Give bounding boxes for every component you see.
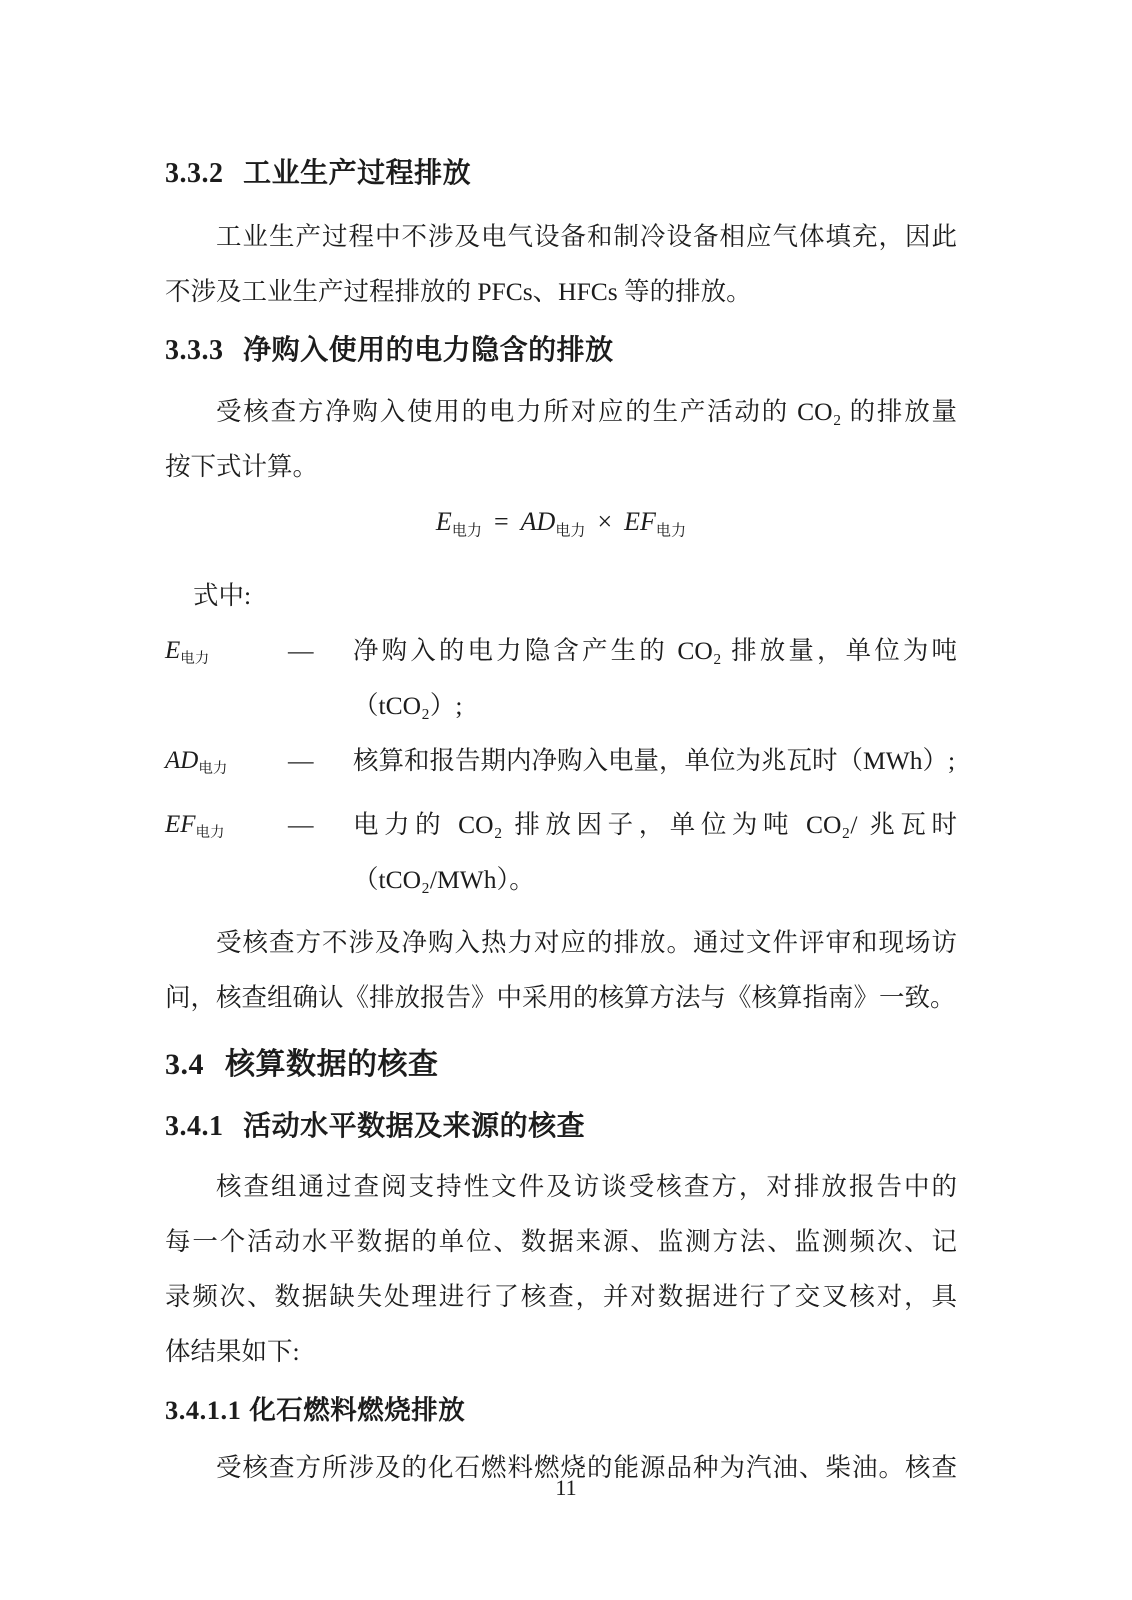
var-subscript: 电力 (180, 651, 210, 668)
definition-description (353, 797, 957, 907)
var-base: E (435, 507, 452, 536)
symbol-e-electricity (165, 623, 288, 687)
text-line: 电力的 CO₂ 排放因子，单位为吨 CO₂/ 兆瓦时 (353, 810, 957, 840)
heading-3-4-1-1 (165, 1383, 957, 1438)
var-subscript: 电力 (198, 761, 228, 778)
where-label: 式中: (193, 581, 252, 611)
definition-list (165, 623, 957, 907)
multiply-sign: × (597, 507, 613, 536)
text-line: 每一个活动水平数据的单位、数据来源、监测方法、监测频次、记 (165, 1227, 957, 1257)
heading-3-4 (165, 1035, 957, 1095)
paragraph-activity-data-verification (165, 1159, 957, 1379)
heading-3-3-3 (165, 323, 957, 378)
var-base: AD (165, 747, 199, 775)
heading-number: 3.4.1.1 (165, 1395, 242, 1426)
heading-number: 3.3.3 (165, 335, 224, 366)
text-line: 问，核查组确认《排放报告》中采用的核算方法与《核算指南》一致。 (165, 983, 956, 1013)
text-line: 工业生产过程中不涉及电气设备和制冷设备相应气体填充，因此 (216, 222, 957, 251)
symbol-ef-electricity (165, 797, 288, 861)
heading-title: 工业生产过程排放 (243, 158, 472, 189)
heading-3-4-1 (165, 1099, 957, 1154)
page-number: 11 (555, 1475, 577, 1500)
formula-var-ef-electricity (624, 507, 687, 540)
text-line: 体结果如下: (165, 1337, 300, 1367)
page-content (165, 142, 957, 1495)
heading-title: 净购入使用的电力隐含的排放 (243, 335, 614, 366)
text-line: 受核查方不涉及净购入热力对应的排放。通过文件评审和现场访 (216, 928, 957, 958)
formula-var-e-electricity (435, 507, 482, 540)
heading-title: 活动水平数据及来源的核查 (243, 1111, 586, 1143)
text-line: 核算和报告期内净购入电量，单位为兆瓦时（MWh）; (353, 746, 956, 776)
var-base: E (165, 637, 181, 665)
heading-number: 3.4 (165, 1048, 204, 1082)
var-base: EF (165, 811, 196, 839)
paragraph-electricity-intro (165, 384, 957, 494)
text-line: 按下式计算。 (165, 452, 319, 481)
definition-row-e-electricity (165, 623, 957, 733)
text-line: 不涉及工业生产过程排放的 PFCs、HFCs 等的排放。 (165, 277, 752, 306)
var-subscript: 电力 (655, 523, 687, 540)
text-line: （tCO₂）; (353, 691, 463, 721)
em-dash: — (288, 810, 314, 840)
var-subscript: 电力 (451, 523, 482, 540)
formula-var-ad-electricity (520, 507, 586, 540)
text-line: （tCO₂/MWh）。 (353, 865, 535, 895)
heading-3-3-2 (165, 146, 957, 201)
paragraph-industrial-process (165, 209, 957, 319)
heading-title: 化石燃料燃烧排放 (249, 1395, 466, 1426)
heading-number: 3.4.1 (165, 1111, 224, 1143)
var-subscript: 电力 (555, 523, 586, 540)
definition-description (353, 733, 957, 788)
var-base: AD (520, 507, 556, 536)
heading-number: 3.3.2 (165, 158, 224, 189)
text-line: 核查组通过查阅支持性文件及访谈受核查方，对排放报告中的 (216, 1172, 957, 1202)
definition-row-ad-electricity (165, 733, 957, 797)
em-dash: — (288, 636, 314, 666)
definition-description (353, 623, 957, 733)
text-line: 受核查方净购入使用的电力所对应的生产活动的 CO₂ 的排放量 (216, 397, 957, 426)
text-line: 净购入的电力隐含产生的 CO₂ 排放量，单位为吨 (353, 636, 957, 666)
formula-electricity-emission (165, 494, 957, 559)
heading-title: 核算数据的核查 (225, 1048, 439, 1082)
em-dash: — (288, 746, 314, 776)
equals-sign: = (493, 507, 509, 536)
definition-row-ef-electricity (165, 797, 957, 907)
symbol-ad-electricity (165, 733, 288, 797)
var-base: EF (624, 507, 656, 536)
text-line: 受核查方所涉及的化石燃料燃烧的能源品种为汽油、柴油。核查 (216, 1453, 957, 1483)
text-line: 录频次、数据缺失处理进行了核查，并对数据进行了交叉核对，具 (165, 1282, 957, 1312)
var-subscript: 电力 (195, 825, 225, 842)
paragraph-heat-not-involved (165, 915, 957, 1025)
